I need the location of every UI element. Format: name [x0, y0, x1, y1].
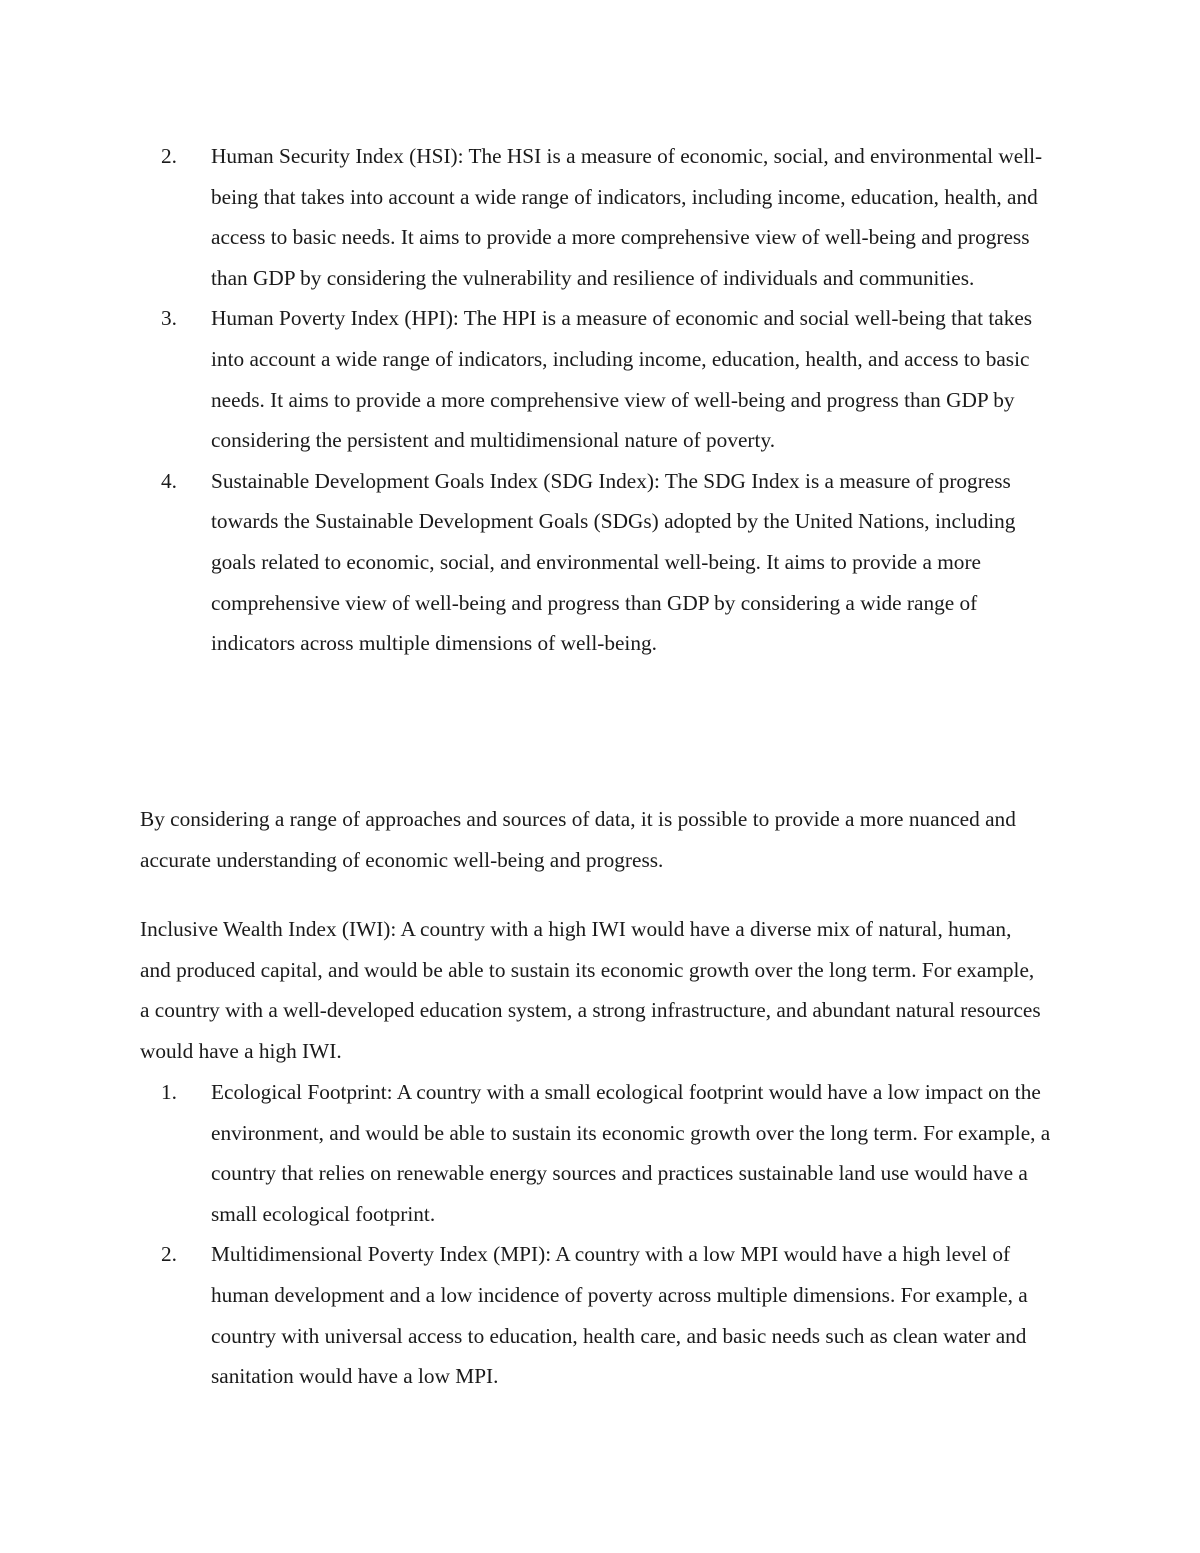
list-item-text: Ecological Footprint: A country with a small ecological footprint would have a low impact on the environment, and would be able to sustain its economic growth over the long term. For example, a country that relies on renewable energy sources and practices sustainable land use would have a small ecological footprint. — [211, 1080, 1051, 1226]
list-item-number: 4. — [161, 468, 177, 493]
list-item-text: Human Poverty Index (HPI): The HPI is a measure of economic and social well-being that takes into account a wide range of indicators, including income, education, health, and access to basic needs. It aims to provide a more comprehensive view of well-being and progress than GDP by considering the persistent and multidimensional nature of poverty. — [211, 306, 1033, 453]
summary-paragraph: By considering a range of approaches and sources of data, it is possible to provide a more nuanced and accurate understanding of economic well-being and progress. — [140, 807, 1016, 872]
list-item — [140, 1234, 1060, 1396]
list-item — [140, 136, 1060, 298]
list-item-number: 2. — [161, 1242, 177, 1267]
list-item-number: 1. — [161, 1080, 177, 1104]
list-item-text: Human Security Index (HSI): The HSI is a measure of economic, social, and environmental well-being that takes into account a wide range of indicators, including income, education, health, and access to basic needs. It aims to provide a more comprehensive view of well-being and progress than GDP by considering the vulnerability and resilience of individuals and communities. — [211, 144, 1043, 290]
list-item — [140, 461, 1060, 664]
iwi-paragraph: Inclusive Wealth Index (IWI): A country with a high IWI would have a diverse mix of natural, human, and produced capital, and would be able to sustain its economic growth over the long term. For example, a country with a well-developed education system, a strong infrastructure, and abundant natural resources would have a high IWI. — [140, 917, 1041, 1063]
list-item-text: Sustainable Development Goals Index (SDG Index): The SDG Index is a measure of progress towards the Sustainable Development Goals (SDGs) adopted by the United Nations, including goals related to economic, social, and environmental well-being. It aims to provide a more comprehensive view of well-being and progress than GDP by considering a wide range of indicators across multiple dimensions of well-being. — [211, 468, 1016, 656]
list-item — [140, 298, 1060, 460]
list-item — [140, 1072, 1060, 1234]
list-item-number: 2. — [161, 144, 177, 168]
numbered-list-top — [140, 136, 1060, 664]
list-item-text: Multidimensional Poverty Index (MPI): A country with a low MPI would have a high level of human development and a low incidence of poverty across multiple dimensions. For example, a country with universal access to education, health care, and basic needs such as clean water and sanitation would have a low MPI. — [211, 1242, 1028, 1389]
list-item-number: 3. — [161, 306, 177, 331]
numbered-list-bottom — [140, 1072, 1060, 1397]
